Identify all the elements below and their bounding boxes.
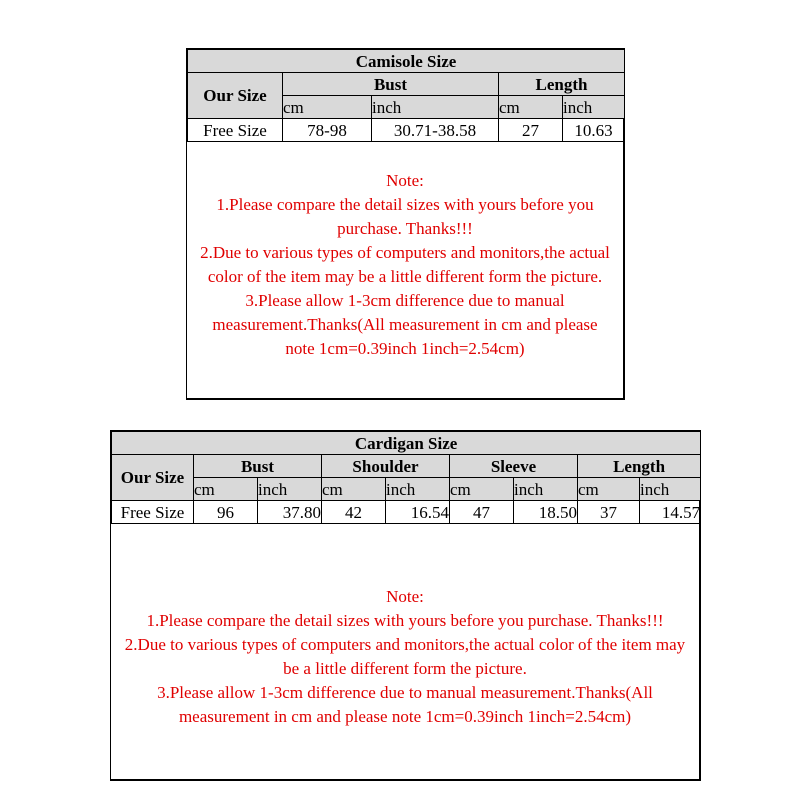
sleeve-header: Sleeve xyxy=(450,455,578,478)
cardigan-note xyxy=(111,585,699,729)
sleeve-cm-unit: cm xyxy=(450,478,514,501)
length-cm-value: 27 xyxy=(499,119,563,142)
length-cm-unit: cm xyxy=(499,96,563,119)
bust-cm-value: 96 xyxy=(194,501,258,524)
camisole-size-chart xyxy=(186,48,625,400)
note-line-3: 3.Please allow 1-3cm difference due to manual measurement.Thanks(All measurement in cm and please note 1cm=0.39inch 1inch=2.54cm) xyxy=(212,291,598,358)
cardigan-size-table xyxy=(111,431,701,524)
bust-inch-unit: inch xyxy=(258,478,322,501)
note-line-2: 2.Due to various types of computers and monitors,the actual color of the item may be a little different form the picture. xyxy=(124,635,686,678)
size-label: Free Size xyxy=(188,119,283,142)
note-line-1: 1.Please compare the detail sizes with yours before you purchase. Thanks!!! xyxy=(146,611,664,630)
length-inch-unit: inch xyxy=(640,478,701,501)
our-size-label: Our Size xyxy=(112,455,194,501)
cardigan-title: Cardigan Size xyxy=(112,432,701,455)
bust-cm-unit: cm xyxy=(283,96,372,119)
bust-cm-value: 78-98 xyxy=(283,119,372,142)
length-cm-unit: cm xyxy=(578,478,640,501)
size-label: Free Size xyxy=(112,501,194,524)
length-cm-value: 37 xyxy=(578,501,640,524)
cardigan-size-chart xyxy=(110,430,701,781)
bust-inch-unit: inch xyxy=(372,96,499,119)
camisole-size-table xyxy=(187,49,625,142)
shoulder-header: Shoulder xyxy=(322,455,450,478)
note-heading: Note: xyxy=(386,587,424,606)
note-line-1: 1.Please compare the detail sizes with yours before you purchase. Thanks!!! xyxy=(216,195,594,238)
bust-cm-unit: cm xyxy=(194,478,258,501)
bust-header: Bust xyxy=(194,455,322,478)
note-heading: Note: xyxy=(386,171,424,190)
sleeve-inch-unit: inch xyxy=(514,478,578,501)
length-header: Length xyxy=(578,455,701,478)
length-header: Length xyxy=(499,73,625,96)
table-row xyxy=(112,501,701,524)
note-line-3: 3.Please allow 1-3cm difference due to manual measurement.Thanks(All measurement in cm and please note 1cm=0.39inch 1inch=2.54cm) xyxy=(157,683,653,726)
shoulder-inch-unit: inch xyxy=(386,478,450,501)
note-line-2: 2.Due to various types of computers and monitors,the actual color of the item may be a little different form the picture. xyxy=(200,243,610,286)
our-size-label: Our Size xyxy=(188,73,283,119)
bust-header: Bust xyxy=(283,73,499,96)
length-inch-unit: inch xyxy=(563,96,625,119)
sleeve-cm-value: 47 xyxy=(450,501,514,524)
camisole-title: Camisole Size xyxy=(188,50,625,73)
shoulder-inch-value: 16.54 xyxy=(386,501,450,524)
length-inch-value: 10.63 xyxy=(563,119,625,142)
length-inch-value: 14.57 xyxy=(640,501,701,524)
table-row xyxy=(188,119,625,142)
camisole-note xyxy=(187,169,623,361)
bust-inch-value: 30.71-38.58 xyxy=(372,119,499,142)
shoulder-cm-value: 42 xyxy=(322,501,386,524)
shoulder-cm-unit: cm xyxy=(322,478,386,501)
bust-inch-value: 37.80 xyxy=(258,501,322,524)
sleeve-inch-value: 18.50 xyxy=(514,501,578,524)
